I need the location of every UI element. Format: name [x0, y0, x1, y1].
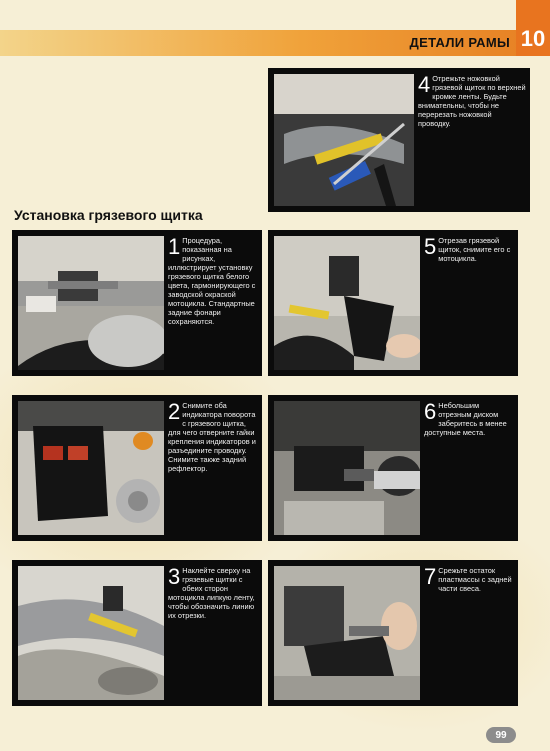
step-6-text	[424, 401, 514, 437]
step-1-text	[168, 236, 258, 326]
step-4-text	[418, 74, 526, 128]
step-6-number: 6	[424, 399, 437, 424]
step-3-photo	[18, 566, 164, 700]
step-5-text	[424, 236, 514, 263]
step-4-description: Отрежьте ножовкой грязевой щиток по верхней кромке ленты. Будьте внимательны, чтобы не перерезать ножовкой проводку.	[418, 74, 526, 128]
step-5-panel	[268, 230, 518, 376]
step-4-panel	[268, 68, 530, 212]
chapter-tab: 10	[516, 0, 550, 56]
header-title: ДЕТАЛИ РАМЫ	[409, 35, 510, 50]
step-6-description: Небольшим отрезным диском заберитесь в менее доступные места.	[424, 401, 507, 437]
step-5-photo	[274, 236, 420, 370]
step-3-panel	[12, 560, 262, 706]
step-3-number: 3	[168, 564, 181, 589]
step-1-description: Процедура, показанная на рисунках, иллюстрирует установку грязевого щитка белого цвета, гармонирующего с заводской окраской мотоцикла. Стандартные задние фонари сохраняются.	[168, 236, 256, 326]
step-7-text	[424, 566, 514, 593]
step-2-panel	[12, 395, 262, 541]
step-7-number: 7	[424, 564, 437, 589]
step-2-number: 2	[168, 399, 181, 424]
page-number: 99	[486, 727, 516, 743]
step-4-photo	[274, 74, 414, 206]
step-7-panel	[268, 560, 518, 706]
step-3-description: Наклейте сверху на грязевые щитки с обеих сторон мотоцикла липкую ленту, чтобы обозначить линию их отрезки.	[168, 566, 255, 620]
step-5-description: Отрезав грязевой щиток, снимите его с мотоцикла.	[438, 236, 511, 263]
step-7-photo	[274, 566, 420, 700]
step-7-description: Срежьте остаток пластмассы с задней части свеса.	[438, 566, 512, 593]
step-6-panel	[268, 395, 518, 541]
step-2-text	[168, 401, 258, 473]
step-6-photo	[274, 401, 420, 535]
step-1-panel	[12, 230, 262, 376]
step-3-text	[168, 566, 258, 620]
step-4-number: 4	[418, 72, 431, 97]
step-2-photo	[18, 401, 164, 535]
step-1-number: 1	[168, 234, 181, 259]
step-2-description: Снимите оба индикатора поворота с грязевого щитка, для чего отверните гайки крепления индикаторов и разъедините проводку. Снимите также задний рефлектор.	[168, 401, 256, 473]
section-heading: Установка грязевого щитка	[14, 207, 203, 223]
step-5-number: 5	[424, 234, 437, 259]
step-1-photo	[18, 236, 164, 370]
